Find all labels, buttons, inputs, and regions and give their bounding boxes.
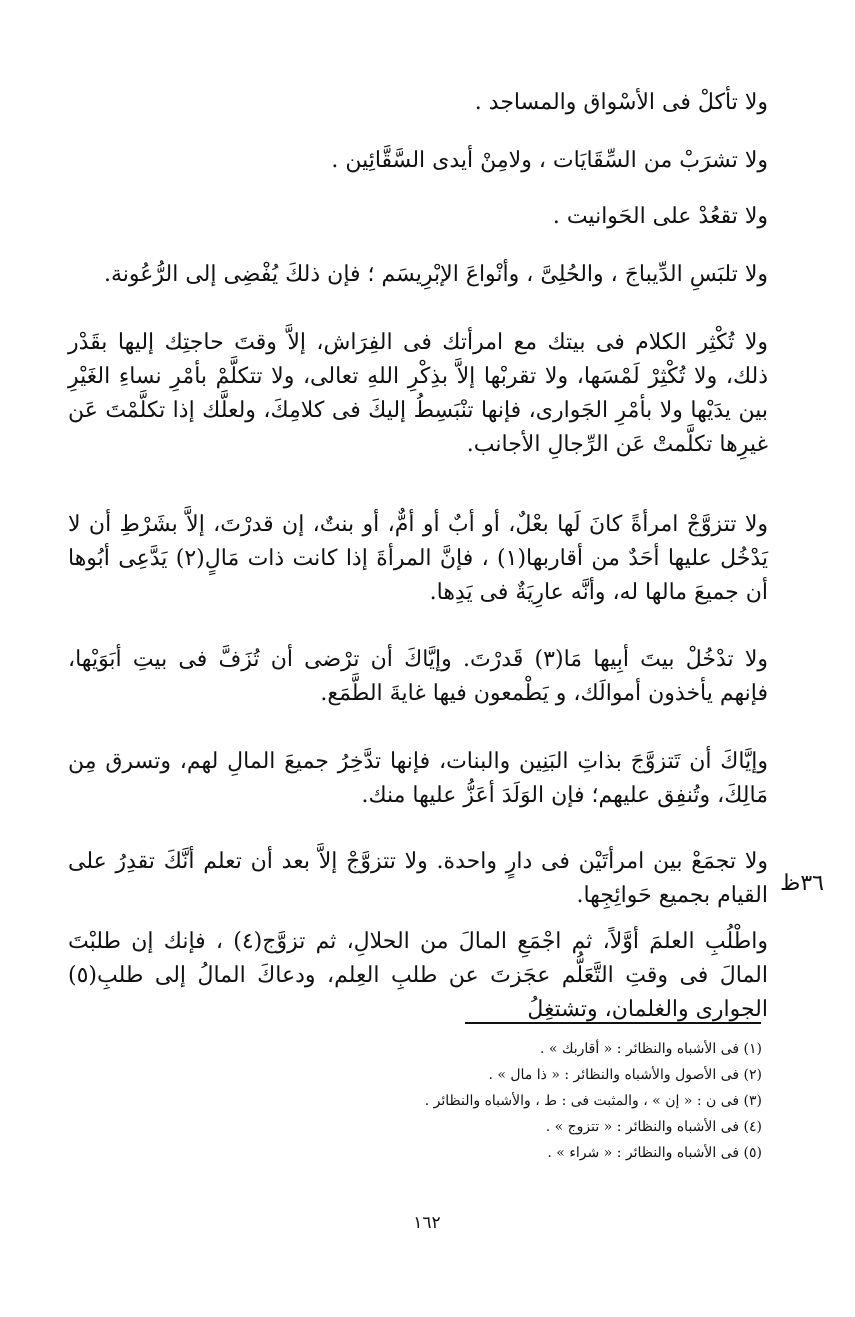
footnote-1: (١) فى الأشباه والنظائر : « أقاربك » .: [540, 1041, 762, 1057]
paragraph-marriage-conditions: ولا تتزوَّجْ امرأةً كانَ لَها بعْلٌ، أو أبٌ أو أمٌّ، أو بنتٌ، إن قدرْتَ، إلاَّ بشَرْطِ أن لا يَدْخُل عليها أحَدٌ من أقاربها(١) ، فإنَّ المرأةَ إذا كانت ذات مَالٍ(٢) يَدَّعِى أبُوها أن جميعَ مالها له، وأنَّه عارِيَةٌ فى يَدِها.: [68, 512, 769, 605]
paragraph-speech-with-wife: ولا تُكْثِر الكلام فى بيتك مع امرأتك فى الفِرَاش، إلاَّ وقتَ حاجتِك إليها بقَدْر ذلك، ولا تُكْثِرْ لَمْسَها، ولا تقربْها إلاَّ بذِكْرِ اللهِ تعالى، ولا تتكلَّمْ بأمْرِ نساءِ الغَيْرِ بين يدَيْها ولا بأمْرِ الجَوارى، فإنها تنْبَسِطُ إليكَ فى كلامِكَ، ولعلَّك إذا تكلَّمْتَ عَن غيرِها تكلَّمتْ عَن الرِّجالِ الأجانب.: [68, 330, 768, 457]
footnote-5: (٥) فى الأشباه والنظائر : « شراء » .: [547, 1145, 762, 1161]
folio-marginal-note: ٣٦ظ: [780, 871, 824, 896]
footnote-2: (٢) فى الأصول والأشباه والنظائر : « ذا مال » .: [488, 1067, 762, 1083]
paragraph-shops: ولا تقعُدْ على الحَوانيت .: [552, 204, 768, 229]
paragraph-two-wives: ولا تجمَعْ بين امرأتَيْن فى دارٍ واحدة. ولا تتزوَّجْ إلاَّ بعد أن تعلم أنَّكَ تقدِرُ على القيام بجميع حَوائِجِها.: [68, 849, 768, 908]
paragraph-silk: ولا تلبَسِ الدِّيباجَ ، والحُلِىَّ ، وأنْواعَ الإبْرِيسَم ؛ فإن ذلكَ يُفْضِى إلى الرُّعُونة.: [103, 262, 768, 287]
paragraph-father-house: ولا تدْخُلْ بيتَ أبِيها مَا(٣) قَدرْتَ. وإيَّاكَ أن ترْضى أن تُزَفَّ فى بيتِ أبَوَيْها، فإنهم يأخذون أموالَك، و يَطْمعون فيها غايةَ الطَّمَع.: [68, 647, 768, 706]
footnote-3: (٣) فى ن : « إن » ، والمثبت فى : ط ، والأشباه والنظائر .: [424, 1093, 762, 1109]
paragraph-markets: ولا تأكلْ فى الأسْواق والمساجد .: [474, 90, 768, 115]
paragraph-water-carriers: ولا تشرَبْ من السِّقَايَات ، ولامِنْ أيدى السَّقَّائِين .: [331, 148, 768, 173]
paragraph-children: وإيَّاكَ أن تَتزوَّجَ بذاتِ البَنِين والبنات، فإنها تدَّخِرُ جميعَ المالِ لهم، وتسرق مِن مَالِكَ، وتُنفِق عليهم؛ فإن الوَلَدَ أعَزُّ عليها منك.: [68, 749, 768, 808]
footnote-divider: [465, 1022, 761, 1024]
page-number: ١٦٢: [413, 1213, 441, 1233]
paragraph-seek-knowledge: واطْلُبِ العلمَ أوَّلاً، ثم اجْمَعِ المالَ من الحلالِ، ثم تزوَّج(٤) ، فإنك إن طلبْتَ المالَ فى وقتِ التَّعَلُّم عجَزتَ عن طلبِ العِلم، ودعاكَ المالُ إلى طلبِ(٥) الجوارى والغلمان، وتشتغِلُ: [68, 929, 768, 1022]
footnotes: [300, 1036, 762, 1166]
footnote-4: (٤) فى الأشباه والنظائر : « تتزوج » .: [545, 1119, 762, 1135]
